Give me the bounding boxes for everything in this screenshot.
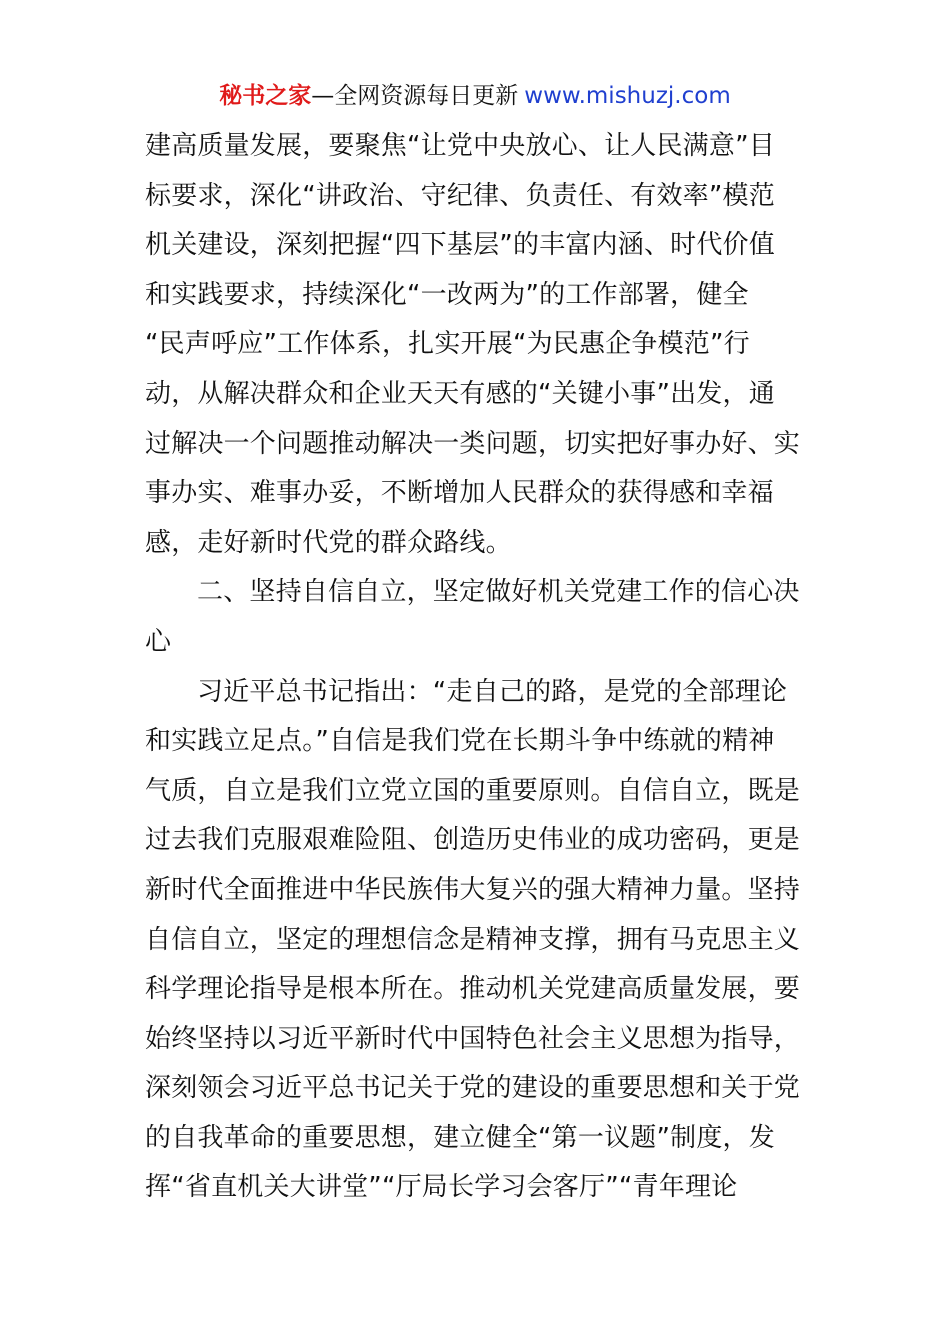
text-line: 气质，自立是我们立党立国的重要原则。自信自立，既是 xyxy=(145,775,801,806)
text-line: 深刻领会习近平总书记关于党的建设的重要思想和关于党 xyxy=(145,1073,801,1104)
text-line: 事办实、难事办妥，不断增加人民群众的获得感和幸福 xyxy=(145,478,774,509)
section-heading-continued: 心 xyxy=(145,626,172,657)
text-line: 过去我们克服艰难险阻、创造历史伟业的成功密码，更是 xyxy=(145,825,801,856)
site-url[interactable]: www.mishuzj.com xyxy=(524,83,731,109)
header-tagline: —全网资源每日更新 xyxy=(311,83,519,109)
site-header xyxy=(0,80,950,112)
text-line: 标要求，深化“讲政治、守纪律、负责任、有效率”模范 xyxy=(145,180,775,211)
text-line: 的自我革命的重要思想，建立健全“第一议题”制度，发 xyxy=(145,1122,775,1153)
text-line: 动，从解决群众和企业天天有感的“关键小事”出发，通 xyxy=(145,378,775,409)
text-line: 新时代全面推进中华民族伟大复兴的强大精神力量。坚持 xyxy=(145,874,801,905)
text-line: 和实践要求，持续深化“一改两为”的工作部署，健全 xyxy=(145,279,749,310)
text-line: 机关建设，深刻把握“四下基层”的丰富内涵、时代价值 xyxy=(145,230,775,261)
text-line: “民声呼应”工作体系，扎实开展“为民惠企争模范”行 xyxy=(145,329,750,360)
text-line: 建高质量发展，要聚焦“让党中央放心、让人民满意”目 xyxy=(145,131,775,161)
text-line: 感，走好新时代党的群众路线。 xyxy=(145,527,512,558)
document-body xyxy=(145,122,807,1213)
text-line: 自信自立，坚定的理想信念是精神支撑，拥有马克思主义 xyxy=(145,924,801,955)
brand-name: 秘书之家 xyxy=(219,83,312,109)
text-line: 挥“省直机关大讲堂”“厅局长学习会客厅”“青年理论 xyxy=(145,1172,738,1203)
paragraph-start: 习近平总书记指出：“走自己的路，是党的全部理论 xyxy=(197,676,788,707)
text-line: 和实践立足点。”自信是我们党在长期斗争中练就的精神 xyxy=(145,726,775,757)
text-line: 过解决一个问题推动解决一类问题，切实把好事办好、实 xyxy=(145,428,801,459)
section-heading: 二、坚持自信自立，坚定做好机关党建工作的信心决 xyxy=(197,577,800,608)
text-line: 科学理论指导是根本所在。推动机关党建高质量发展，要 xyxy=(145,974,801,1005)
text-line: 始终坚持以习近平新时代中国特色社会主义思想为指导， xyxy=(145,1023,801,1054)
